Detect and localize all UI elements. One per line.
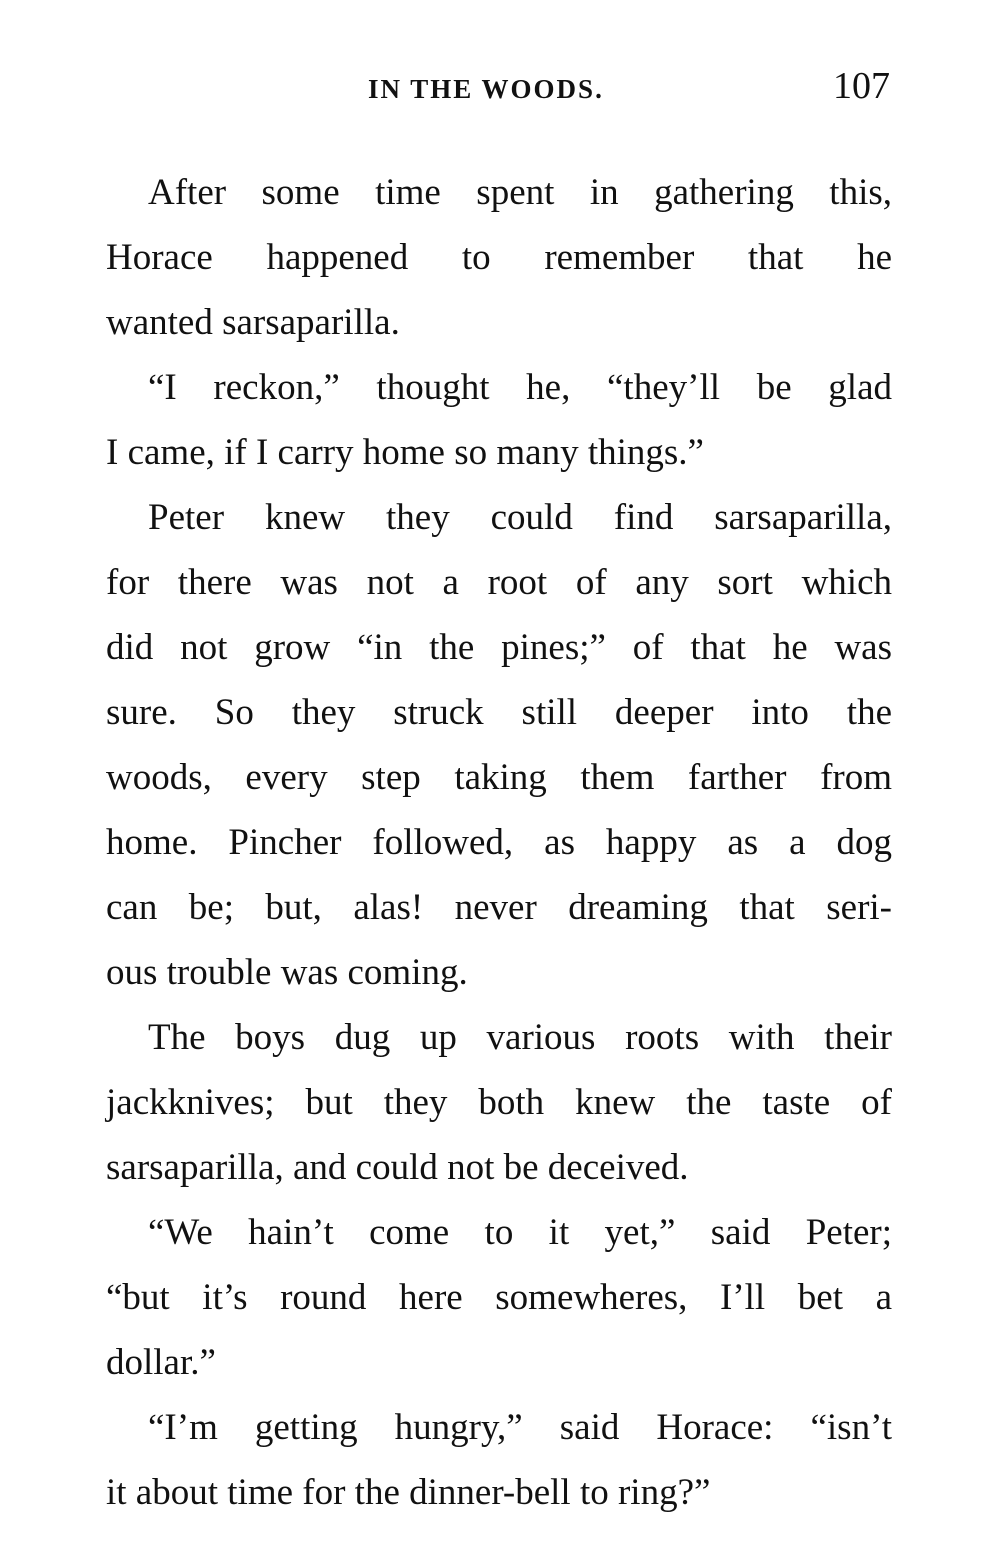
text-line: jackknives; but they both knew the taste of bbox=[106, 1082, 892, 1123]
text-line: sure. So they struck still deeper into the bbox=[106, 692, 892, 733]
page-number: 107 bbox=[833, 65, 890, 107]
paragraph bbox=[106, 485, 892, 1005]
text-line: sarsaparilla, and could not be deceived. bbox=[106, 1147, 689, 1188]
paragraph bbox=[106, 1395, 892, 1525]
text-line: can be; but, alas! never dreaming that seri- bbox=[106, 887, 892, 928]
text-line: wanted sarsaparilla. bbox=[106, 302, 400, 343]
text-line: did not grow “in the pines;” of that he was bbox=[106, 627, 892, 668]
paragraph bbox=[106, 1005, 892, 1200]
text-line: “We hain’t come to it yet,” said Peter; bbox=[148, 1212, 892, 1253]
text-line: The boys dug up various roots with their bbox=[148, 1017, 892, 1058]
text-line: for there was not a root of any sort which bbox=[106, 562, 892, 603]
text-line: After some time spent in gathering this, bbox=[148, 172, 892, 213]
text-line: ous trouble was coming. bbox=[106, 952, 468, 993]
text-line: Horace happened to remember that he bbox=[106, 237, 892, 278]
text-line: “I’m getting hungry,” said Horace: “isn’t bbox=[148, 1407, 892, 1448]
text-line: it about time for the dinner-bell to ring?” bbox=[106, 1472, 711, 1513]
text-line: woods, every step taking them farther from bbox=[106, 757, 892, 798]
text-line: I came, if I carry home so many things.” bbox=[106, 432, 704, 473]
text-line: “but it’s round here somewheres, I’ll bet a bbox=[106, 1277, 892, 1318]
body-text bbox=[106, 160, 892, 1525]
paragraph bbox=[106, 355, 892, 485]
running-title: IN THE WOODS. bbox=[368, 74, 604, 104]
text-line: Peter knew they could find sarsaparilla, bbox=[148, 497, 892, 538]
running-head bbox=[0, 64, 992, 114]
text-line: dollar.” bbox=[106, 1342, 216, 1383]
paragraph bbox=[106, 1200, 892, 1395]
text-line: “I reckon,” thought he, “they’ll be glad bbox=[148, 367, 892, 408]
paragraph bbox=[106, 160, 892, 355]
text-line: home. Pincher followed, as happy as a dog bbox=[106, 822, 892, 863]
